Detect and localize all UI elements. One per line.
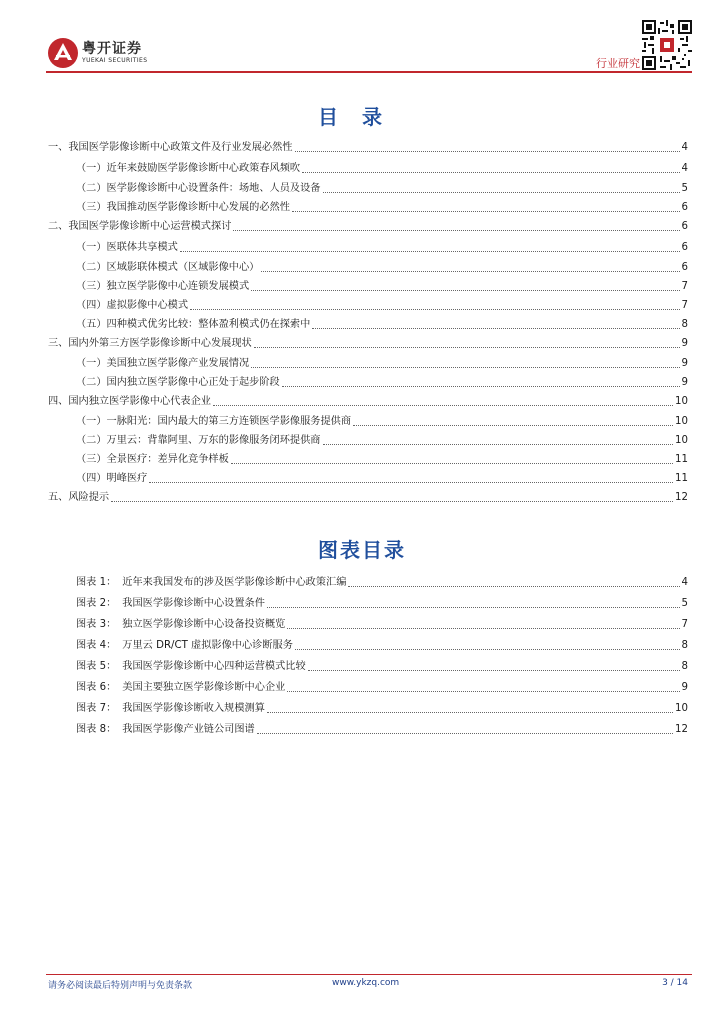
toc-entry-text: （二）区域影联体模式（区域影像中心） xyxy=(76,262,260,273)
toc-entry[interactable] xyxy=(48,137,688,155)
dot-leader xyxy=(251,367,679,368)
toc-entry-text: （一）近年来鼓励医学影像诊断中心政策春风频吹 xyxy=(76,163,301,174)
figure-entry[interactable] xyxy=(76,593,688,611)
dot-leader xyxy=(292,211,680,212)
dot-leader xyxy=(267,712,673,713)
toc-entry-page: 4 xyxy=(681,163,688,174)
toc-entry-page: 7 xyxy=(681,300,688,311)
header-divider xyxy=(46,71,692,73)
figure-text: 我国医学影像诊断收入规模测算 xyxy=(122,703,265,714)
dot-leader xyxy=(323,444,674,445)
footer-divider xyxy=(46,974,692,975)
toc-entry-page: 5 xyxy=(681,183,688,194)
toc-entry-text: （二）万里云：背靠阿里、万东的影像服务闭环提供商 xyxy=(76,435,321,446)
toc-entry[interactable] xyxy=(48,333,688,351)
toc-entry[interactable] xyxy=(48,391,688,409)
toc-entry-text: （四）明峰医疗 xyxy=(76,473,148,484)
dot-leader xyxy=(213,405,673,406)
figure-page: 12 xyxy=(675,724,688,735)
dot-leader xyxy=(231,463,673,464)
figure-label: 图表 2： xyxy=(76,598,117,609)
footer-page-indicator: 3 / 14 xyxy=(662,978,688,988)
toc-entry-text: （三）我国推动医学影像诊断中心发展的必然性 xyxy=(76,202,290,213)
dot-leader xyxy=(257,733,673,734)
figure-entry[interactable] xyxy=(76,698,688,716)
figure-entry[interactable] xyxy=(76,572,688,590)
toc-entry-text: （一）一脉阳光：国内最大的第三方连锁医学影像服务提供商 xyxy=(76,416,352,427)
toc-entry-page: 10 xyxy=(675,396,688,407)
dot-leader xyxy=(287,628,679,629)
figure-page: 8 xyxy=(681,640,688,651)
figure-page: 8 xyxy=(681,661,688,672)
toc-entry[interactable] xyxy=(76,411,688,429)
dot-leader xyxy=(180,251,680,252)
dot-leader xyxy=(312,328,679,329)
figure-text: 万里云 DR/CT 虚拟影像中心诊断服务 xyxy=(122,640,293,651)
toc-entry-page: 11 xyxy=(675,473,688,484)
figure-entry[interactable] xyxy=(76,635,688,653)
toc-entry-text: （四）虚拟影像中心模式 xyxy=(76,300,189,311)
dot-leader xyxy=(282,386,680,387)
toc-entry[interactable] xyxy=(76,372,688,390)
toc-entry[interactable] xyxy=(48,487,688,505)
dot-leader xyxy=(190,309,679,310)
toc-entry-page: 8 xyxy=(681,319,688,330)
toc-entry-text: 四、国内独立医学影像中心代表企业 xyxy=(48,396,211,407)
toc-entry-text: 二、我国医学影像诊断中心运营模式探讨 xyxy=(48,221,232,232)
toc-entry-page: 9 xyxy=(681,338,688,349)
toc-entry[interactable] xyxy=(76,314,688,332)
figure-label: 图表 3： xyxy=(76,619,117,630)
figure-label: 图表 7： xyxy=(76,703,117,714)
brand-name-cn: 粤开证券 xyxy=(82,41,142,57)
toc-entry-text: （二）医学影像诊断中心设置条件：场地、人员及设备 xyxy=(76,183,321,194)
dot-leader xyxy=(111,501,673,502)
dot-leader xyxy=(149,482,673,483)
figure-page: 5 xyxy=(681,598,688,609)
page-header xyxy=(0,0,724,80)
toc-entry[interactable] xyxy=(76,449,688,467)
figure-label: 图表 8： xyxy=(76,724,117,735)
brand-name-en: YUEKAI SECURITIES xyxy=(82,57,148,64)
toc-entry-page: 6 xyxy=(681,221,688,232)
toc-entry-text: 一、我国医学影像诊断中心政策文件及行业发展必然性 xyxy=(48,142,293,153)
toc-entry-text: （五）四种模式优劣比较：整体盈利模式仍在探索中 xyxy=(76,319,311,330)
toc-entry[interactable] xyxy=(76,430,688,448)
figure-label: 图表 6： xyxy=(76,682,117,693)
qr-code-icon xyxy=(642,20,692,70)
toc-entry[interactable] xyxy=(76,468,688,486)
figures-title: 图表目录 xyxy=(318,538,406,562)
toc-entry-page: 9 xyxy=(681,377,688,388)
toc-entry-page: 6 xyxy=(681,242,688,253)
toc-entry[interactable] xyxy=(76,257,688,275)
toc-entry-page: 11 xyxy=(675,454,688,465)
toc-entry-page: 6 xyxy=(681,202,688,213)
figure-label: 图表 4： xyxy=(76,640,117,651)
toc-entry[interactable] xyxy=(76,197,688,215)
figure-text: 美国主要独立医学影像诊断中心企业 xyxy=(122,682,286,693)
figure-text: 近年来我国发布的涉及医学影像诊断中心政策汇编 xyxy=(122,577,347,588)
footer-disclaimer: 请务必阅读最后特别声明与免责条款 xyxy=(48,981,193,991)
dot-leader xyxy=(323,192,680,193)
toc-entry-text: 三、国内外第三方医学影像诊断中心发展现状 xyxy=(48,338,252,349)
figure-label: 图表 5： xyxy=(76,661,117,672)
dot-leader xyxy=(295,649,680,650)
toc-entry[interactable] xyxy=(76,237,688,255)
toc-entry[interactable] xyxy=(48,216,688,234)
toc-entry-page: 12 xyxy=(675,492,688,503)
toc-entry-text: （二）国内独立医学影像中心正处于起步阶段 xyxy=(76,377,280,388)
footer-website-link[interactable]: www.ykzq.com xyxy=(332,978,400,988)
dot-leader xyxy=(251,290,679,291)
dot-leader xyxy=(233,230,679,231)
figure-entry[interactable] xyxy=(76,614,688,632)
dot-leader xyxy=(302,172,679,173)
figure-text: 我国医学影像产业链公司图谱 xyxy=(122,724,255,735)
dot-leader xyxy=(267,607,680,608)
toc-entry-page: 4 xyxy=(681,142,688,153)
toc-entry-page: 7 xyxy=(681,281,688,292)
figure-page: 4 xyxy=(681,577,688,588)
report-type-label: 行业研究 xyxy=(596,57,640,70)
figure-entry[interactable] xyxy=(76,656,688,674)
dot-leader xyxy=(295,151,680,152)
toc-entry-text: 五、风险提示 xyxy=(48,492,110,503)
figure-text: 我国医学影像诊断中心设置条件 xyxy=(122,598,265,609)
toc-entry-page: 10 xyxy=(675,416,688,427)
figure-page: 10 xyxy=(675,703,688,714)
dot-leader xyxy=(308,670,680,671)
toc-entry-page: 10 xyxy=(675,435,688,446)
dot-leader xyxy=(348,586,679,587)
toc-entry[interactable] xyxy=(76,353,688,371)
toc-entry-text: （三）独立医学影像中心连锁发展模式 xyxy=(76,281,250,292)
dot-leader xyxy=(353,425,673,426)
dot-leader xyxy=(261,271,679,272)
toc-entry-text: （一）医联体共享模式 xyxy=(76,242,178,253)
toc-entry-text: （一）美国独立医学影像产业发展情况 xyxy=(76,358,250,369)
toc-entry[interactable] xyxy=(76,158,688,176)
toc-title: 目录 xyxy=(318,105,406,129)
dot-leader xyxy=(254,347,680,348)
figure-page: 9 xyxy=(681,682,688,693)
figure-text: 独立医学影像诊断中心设备投资概览 xyxy=(122,619,286,630)
toc-entry-page: 6 xyxy=(681,262,688,273)
dot-leader xyxy=(287,691,679,692)
figure-entry[interactable] xyxy=(76,677,688,695)
toc-entry[interactable] xyxy=(76,295,688,313)
figure-text: 我国医学影像诊断中心四种运营模式比较 xyxy=(122,661,306,672)
figure-page: 7 xyxy=(681,619,688,630)
toc-entry[interactable] xyxy=(76,178,688,196)
toc-entry-page: 9 xyxy=(681,358,688,369)
toc-entry-text: （三）全景医疗：差异化竞争样板 xyxy=(76,454,229,465)
toc-entry[interactable] xyxy=(76,276,688,294)
figure-label: 图表 1： xyxy=(76,577,117,588)
figure-entry[interactable] xyxy=(76,719,688,737)
